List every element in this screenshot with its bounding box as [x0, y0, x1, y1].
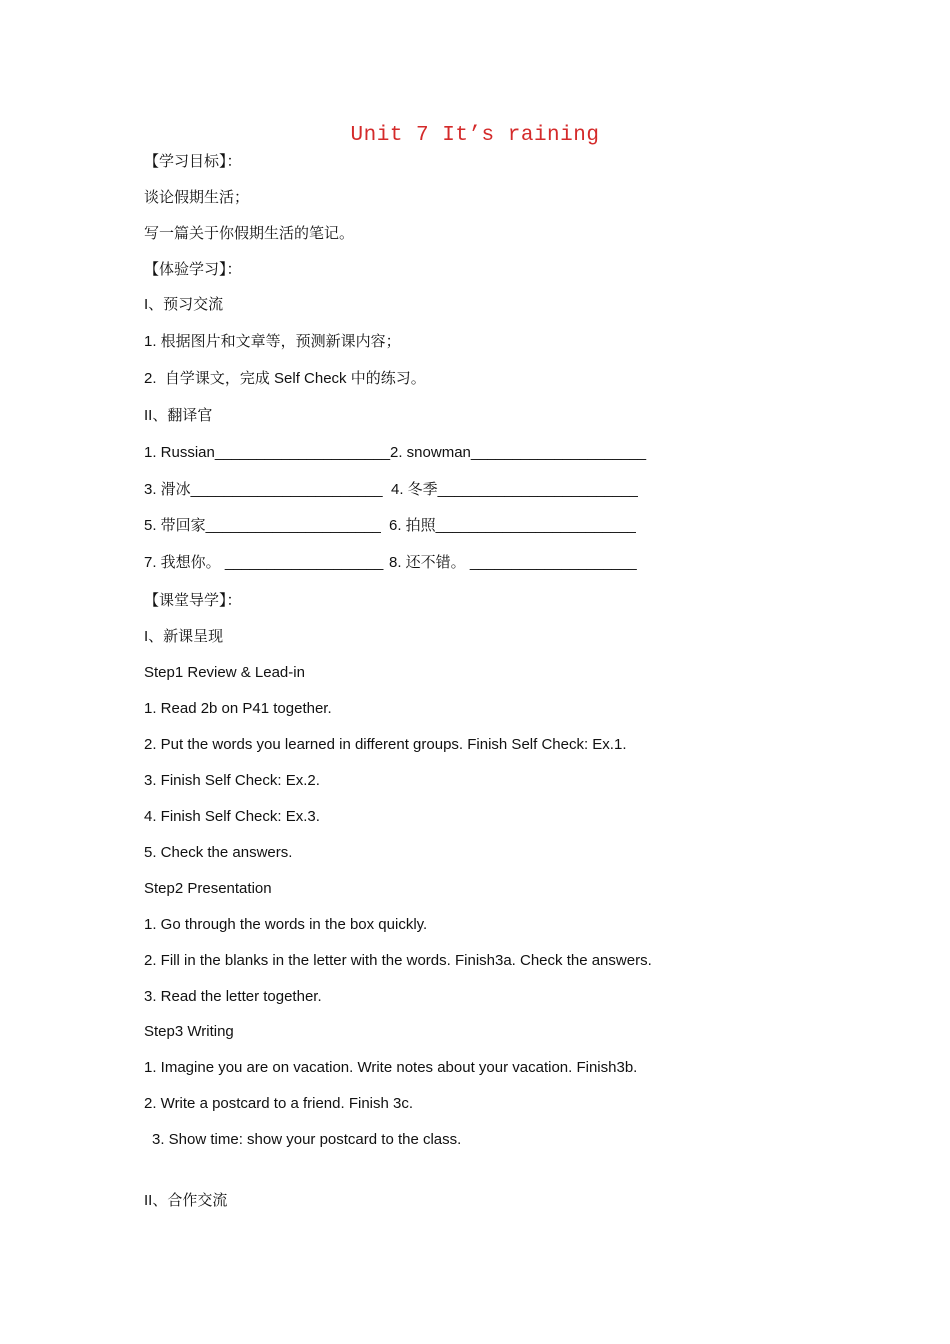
goal-item: 写一篇关于你假期生活的笔记。: [144, 225, 355, 242]
translate-right-4: 4. 冬季________________________: [391, 481, 638, 498]
goal-item: 谈论假期生活；: [144, 189, 250, 206]
step2-title: Step2 Presentation: [144, 880, 272, 897]
new-lesson-heading: I、新课呈现: [144, 628, 224, 645]
translate-left-3: 3. 滑冰_______________________: [144, 481, 383, 498]
document-title: Unit 7 It’s raining: [350, 124, 600, 147]
classroom-header: 【课堂导学】：: [144, 592, 242, 609]
step3-title: Step3 Writing: [144, 1023, 234, 1040]
translate-right-6: 6. 拍照________________________: [389, 517, 636, 534]
step1-item: 3. Finish Self Check: Ex.2.: [144, 772, 320, 789]
step3-item: 2. Write a postcard to a friend. Finish 3c.: [144, 1095, 414, 1112]
step1-title: Step1 Review & Lead-in: [144, 664, 305, 681]
step2-item: 3. Read the letter together.: [144, 988, 322, 1005]
translate-left-7: 7. 我想你。 ___________________: [144, 554, 384, 571]
translate-right-2: 2. snowman_____________________: [390, 444, 647, 461]
step1-item: 5. Check the answers.: [144, 844, 293, 861]
step1-item: 4. Finish Self Check: Ex.3.: [144, 808, 320, 825]
preview-item: 1. 根据图片和文章等，预测新课内容；: [144, 333, 401, 350]
step2-item: 1. Go through the words in the box quickly.: [144, 916, 428, 933]
step1-item: 1. Read 2b on P41 together.: [144, 700, 332, 717]
step3-item: 3. Show time: show your postcard to the class.: [152, 1131, 462, 1148]
translate-right-8: 8. 还不错。 ____________________: [389, 554, 637, 571]
translate-left-1: 1. Russian_____________________: [144, 444, 391, 461]
step2-item: 2. Fill in the blanks in the letter with the words. Finish3a. Check the answers.: [144, 952, 652, 969]
preview-heading: I、预习交流: [144, 296, 224, 313]
experience-header: 【体验学习】：: [144, 261, 242, 278]
step3-item: 1. Imagine you are on vacation. Write notes about your vacation. Finish3b.: [144, 1059, 638, 1076]
step1-item: 2. Put the words you learned in different groups. Finish Self Check: Ex.1.: [144, 736, 627, 753]
cooperation-heading: II、合作交流: [144, 1192, 228, 1209]
goals-header: 【学习目标】：: [144, 153, 242, 170]
translate-left-5: 5. 带回家_____________________: [144, 517, 381, 534]
translate-heading: II、翻译官: [144, 407, 213, 424]
preview-item: 2. 自学课文，完成 Self Check 中的练习。: [144, 370, 426, 387]
